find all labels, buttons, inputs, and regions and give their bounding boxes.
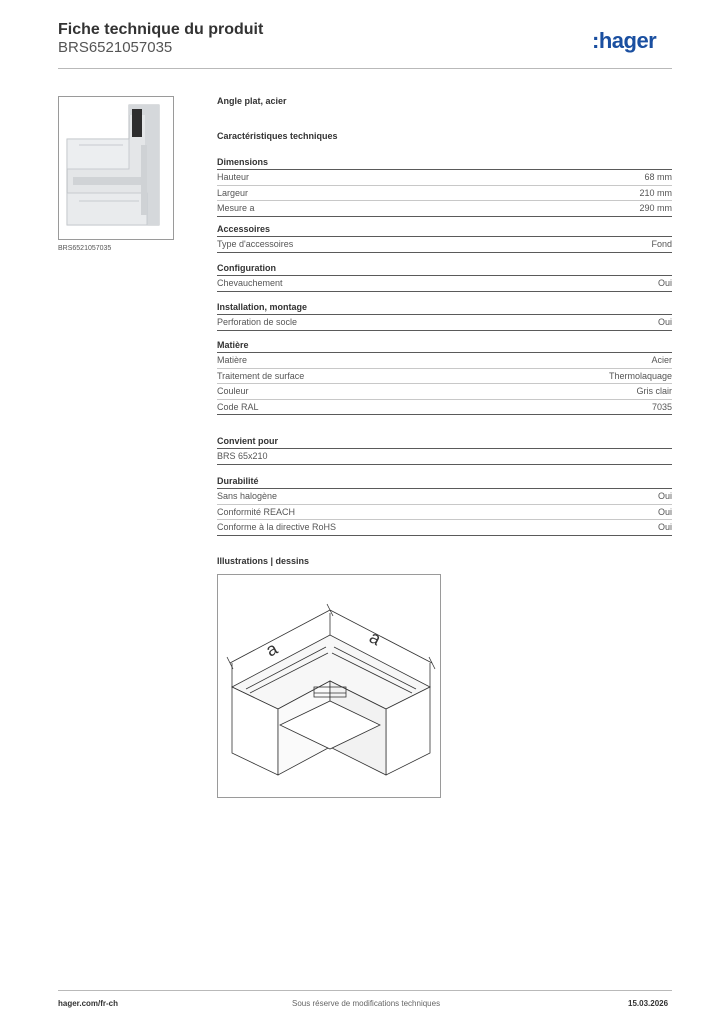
section-heading: Dimensions — [217, 155, 672, 170]
page-title: Fiche technique du produit — [58, 21, 264, 38]
spec-value: 7035 — [651, 401, 672, 412]
spec-label: Largeur — [217, 187, 249, 198]
product-title: Angle plat, acier — [217, 96, 287, 106]
section-heading: Durabilité — [217, 474, 672, 489]
spec-value: Gris clair — [636, 386, 672, 396]
footer-website-link[interactable]: hager.com/fr-ch — [58, 999, 119, 1008]
illustrations-heading: Illustrations | dessins — [217, 556, 310, 566]
spec-row — [217, 520, 672, 536]
spec-value: 68 mm — [644, 172, 672, 182]
section-installation — [217, 300, 672, 331]
spec-row — [217, 237, 672, 253]
product-reference: BRS6521057035 — [58, 39, 173, 56]
section-matiere — [217, 338, 672, 415]
spec-label: Couleur — [217, 386, 249, 396]
spec-value: Oui — [657, 506, 672, 517]
spec-row — [217, 400, 672, 416]
footer-divider — [58, 990, 672, 991]
section-dimensions — [217, 155, 672, 217]
section-accessoires — [217, 222, 672, 253]
section-heading: Configuration — [217, 261, 672, 276]
technical-drawing — [217, 574, 441, 798]
spec-value: Oui — [657, 278, 672, 288]
spec-label: Matière — [217, 355, 248, 365]
spec-row — [217, 315, 672, 331]
product-image — [58, 96, 174, 240]
dimension-label-right: a — [366, 626, 385, 650]
spec-value: Oui — [657, 317, 672, 327]
section-durabilite — [217, 474, 672, 536]
spec-label: Code RAL — [217, 401, 259, 412]
spec-label: BRS 65x210 — [217, 451, 268, 461]
section-heading: Accessoires — [217, 222, 672, 237]
spec-row — [217, 201, 672, 217]
section-configuration — [217, 261, 672, 292]
spec-value: Thermolaquage — [608, 370, 672, 381]
hager-logo: :hager — [592, 28, 657, 53]
spec-row — [217, 505, 672, 521]
spec-label: Type d'accessoires — [217, 239, 294, 249]
spec-label: Perforation de socle — [217, 317, 298, 327]
section-heading: Matière — [217, 338, 672, 353]
spec-row — [217, 170, 672, 186]
spec-label: Sans halogène — [217, 491, 278, 501]
spec-label: Hauteur — [217, 172, 250, 182]
spec-label: Chevauchement — [217, 278, 283, 288]
spec-value: Acier — [651, 355, 672, 365]
image-caption: BRS6521057035 — [58, 245, 112, 252]
footer-date: 15.03.2026 — [628, 999, 669, 1008]
spec-row — [217, 276, 672, 292]
section-convient — [217, 434, 672, 465]
spec-label: Mesure a — [217, 203, 255, 213]
spec-row — [217, 449, 672, 465]
spec-row — [217, 489, 672, 505]
spec-row — [217, 186, 672, 202]
spec-label: Conforme à la directive RoHS — [217, 522, 337, 532]
spec-value: 290 mm — [639, 203, 672, 213]
spec-value: Oui — [657, 522, 672, 532]
spec-value: Fond — [651, 239, 672, 249]
header-divider — [58, 68, 672, 69]
characteristics-heading: Caractéristiques techniques — [217, 131, 338, 141]
spec-value: 210 mm — [639, 187, 672, 198]
dimension-label-left: a — [262, 638, 281, 661]
spec-row — [217, 353, 672, 369]
spec-value: Oui — [657, 491, 672, 501]
section-heading: Installation, montage — [217, 300, 672, 315]
section-heading: Convient pour — [217, 434, 672, 449]
spec-row — [217, 369, 672, 385]
footer-notice: Sous réserve de modifications techniques — [292, 999, 441, 1008]
spec-row — [217, 384, 672, 400]
spec-label: Conformité REACH — [217, 506, 296, 517]
spec-label: Traitement de surface — [217, 370, 305, 381]
